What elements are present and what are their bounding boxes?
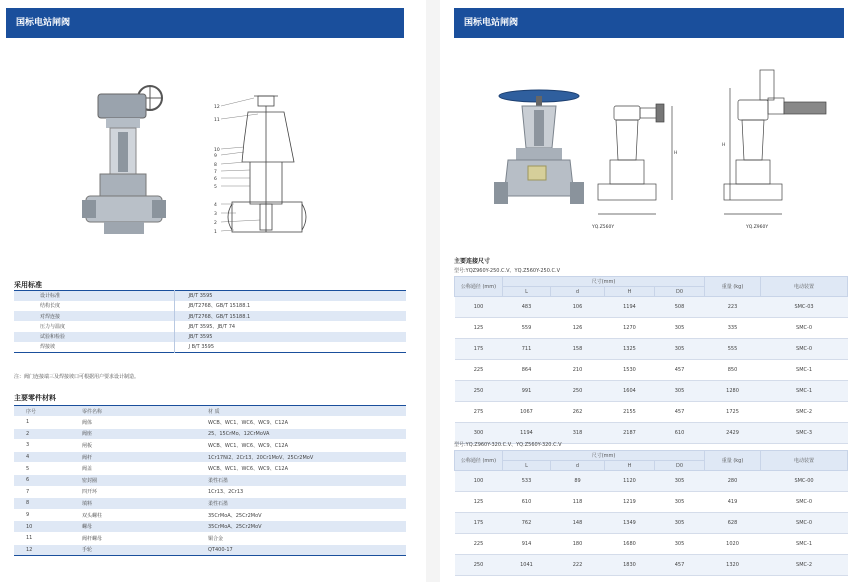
table-row: 175 711 158 1325 305 555 SMC-0 (455, 339, 848, 360)
dim-marker-h1: H (674, 151, 678, 156)
drawing-label-560: YQ.Z560Y (592, 225, 615, 230)
table-row: 250 1041 222 1830 457 1320 SMC-2 (455, 555, 848, 576)
callout-11: 11 (214, 118, 220, 123)
table-header-row: 公称通径 (mm) 尺寸(mm) 重量 (kg) 电动装置 (455, 451, 848, 461)
dim-marker-h2: H (722, 143, 726, 148)
table-row: 8 填料 柔性石墨 (14, 498, 406, 510)
table2-title: 型号:YQ.Z960Y-320.C.V、YQ.Z560Y-320.C.V (454, 442, 562, 448)
callout-4: 4 (214, 203, 217, 208)
dims-table-320 (454, 450, 848, 576)
table-row: 225 864 210 1530 457 850 SMC-1 (455, 360, 848, 381)
section-drawing (214, 92, 314, 247)
callout-1: 1 (214, 230, 217, 235)
callout-8: 8 (214, 163, 217, 168)
dims-table-250 (454, 276, 848, 444)
table-row: 250 991 250 1604 305 1280 SMC-1 (455, 381, 848, 402)
callout-6: 6 (214, 177, 217, 182)
page-spine (426, 0, 440, 582)
table-row: 压力与温度 JB/T 3595、JB/T 74 (14, 321, 406, 331)
table-row: 125 559 126 1270 305 335 SMC-0 (455, 318, 848, 339)
table-row: 12 手轮 QT400-17 (14, 544, 406, 556)
callout-10: 10 (214, 148, 220, 153)
table-row: 3 闸板 WCB、WC1、WC6、WC9、C12A (14, 440, 406, 452)
table-header-row: 公称通径 (mm) 尺寸(mm) 重量 (kg) 电动装置 (455, 277, 848, 287)
outline-drawing-960 (720, 68, 830, 230)
left-header-bar (6, 8, 404, 38)
callout-12: 12 (214, 105, 220, 110)
table-row: 300 1194 318 2187 610 2429 SMC-3 (455, 423, 848, 444)
table-row: 10 螺母 35CrMoA、25Cr2MoV (14, 521, 406, 533)
table-row: 100 533 89 1120 305 280 SMC-00 (455, 471, 848, 492)
table-row: 试验和检验 JB/T 3595 (14, 332, 406, 342)
standards-title: 采用标准 (14, 281, 42, 289)
table-row: 4 阀杆 1Cr17Ni2、2Cr13、20Cr1MoV、25Cr2MoV (14, 451, 406, 463)
standards-table (14, 290, 406, 353)
right-header-title: 国标电站闸阀 (464, 18, 519, 28)
table-subheader-row: L d H D0 (455, 287, 848, 297)
outline-drawing-560 (592, 90, 682, 230)
callout-3: 3 (214, 212, 217, 217)
drawing-label-960: YQ.Z960Y (746, 225, 769, 230)
table-row: 11 阀杆螺母 铜合金 (14, 532, 406, 544)
table1-title: 型号:YQZ960Y-250.C.V、YQ.Z560Y-250.C.V (454, 268, 560, 274)
table-row: 275 1067 262 2155 457 1725 SMC-2 (455, 402, 848, 423)
parts-header-row: 序号 零件名称 材 质 (14, 406, 406, 417)
valve-photo (82, 78, 182, 248)
table-row: 设计标准 JB/T 3595 (14, 291, 406, 301)
table-row: 100 483 106 1194 508 223 SMC-03 (455, 297, 848, 318)
table-row: 7 四开环 1Cr13、2Cr13 (14, 486, 406, 498)
callout-7: 7 (214, 170, 217, 175)
dims-title: 主要连接尺寸 (454, 258, 491, 265)
callout-9: 9 (214, 154, 217, 159)
table-row: 175 762 148 1349 305 628 SMC-0 (455, 513, 848, 534)
valve-photo-blue (494, 86, 584, 216)
table-subheader-row: L d H D0 (455, 461, 848, 471)
table-row: 6 密封圈 柔性石墨 (14, 474, 406, 486)
table-row: 5 阀盖 WCB、WC1、WC6、WC9、C12A (14, 463, 406, 475)
table-row: 9 双头螺柱 35CrMoA、25Cr2MoV (14, 509, 406, 521)
standards-note: 注：阀门连接端三及焊接坡口可根据用户要求设计制造。 (14, 374, 140, 380)
table-row: 结构长度 JB/T2768、GB/T 15188.1 (14, 301, 406, 311)
callout-2: 2 (214, 221, 217, 226)
left-header-title: 国标电站闸阀 (16, 18, 71, 28)
table-row: 125 610 118 1219 305 419 SMC-0 (455, 492, 848, 513)
table-row: 1 阀体 WCB、WC1、WC6、WC9、C12A (14, 417, 406, 429)
callout-5: 5 (214, 185, 217, 190)
table-row: 225 914 180 1680 305 1020 SMC-1 (455, 534, 848, 555)
table-row: 焊接坡 J B/T 3595 (14, 342, 406, 352)
parts-table (14, 405, 406, 556)
table-row: 2 阀座 25、15CrMo、12CrMoVA (14, 428, 406, 440)
right-header-bar (454, 8, 844, 38)
table-row: 对焊连接 JB/T2768、GB/T 15188.1 (14, 311, 406, 321)
parts-title: 主要零件材料 (14, 394, 56, 402)
